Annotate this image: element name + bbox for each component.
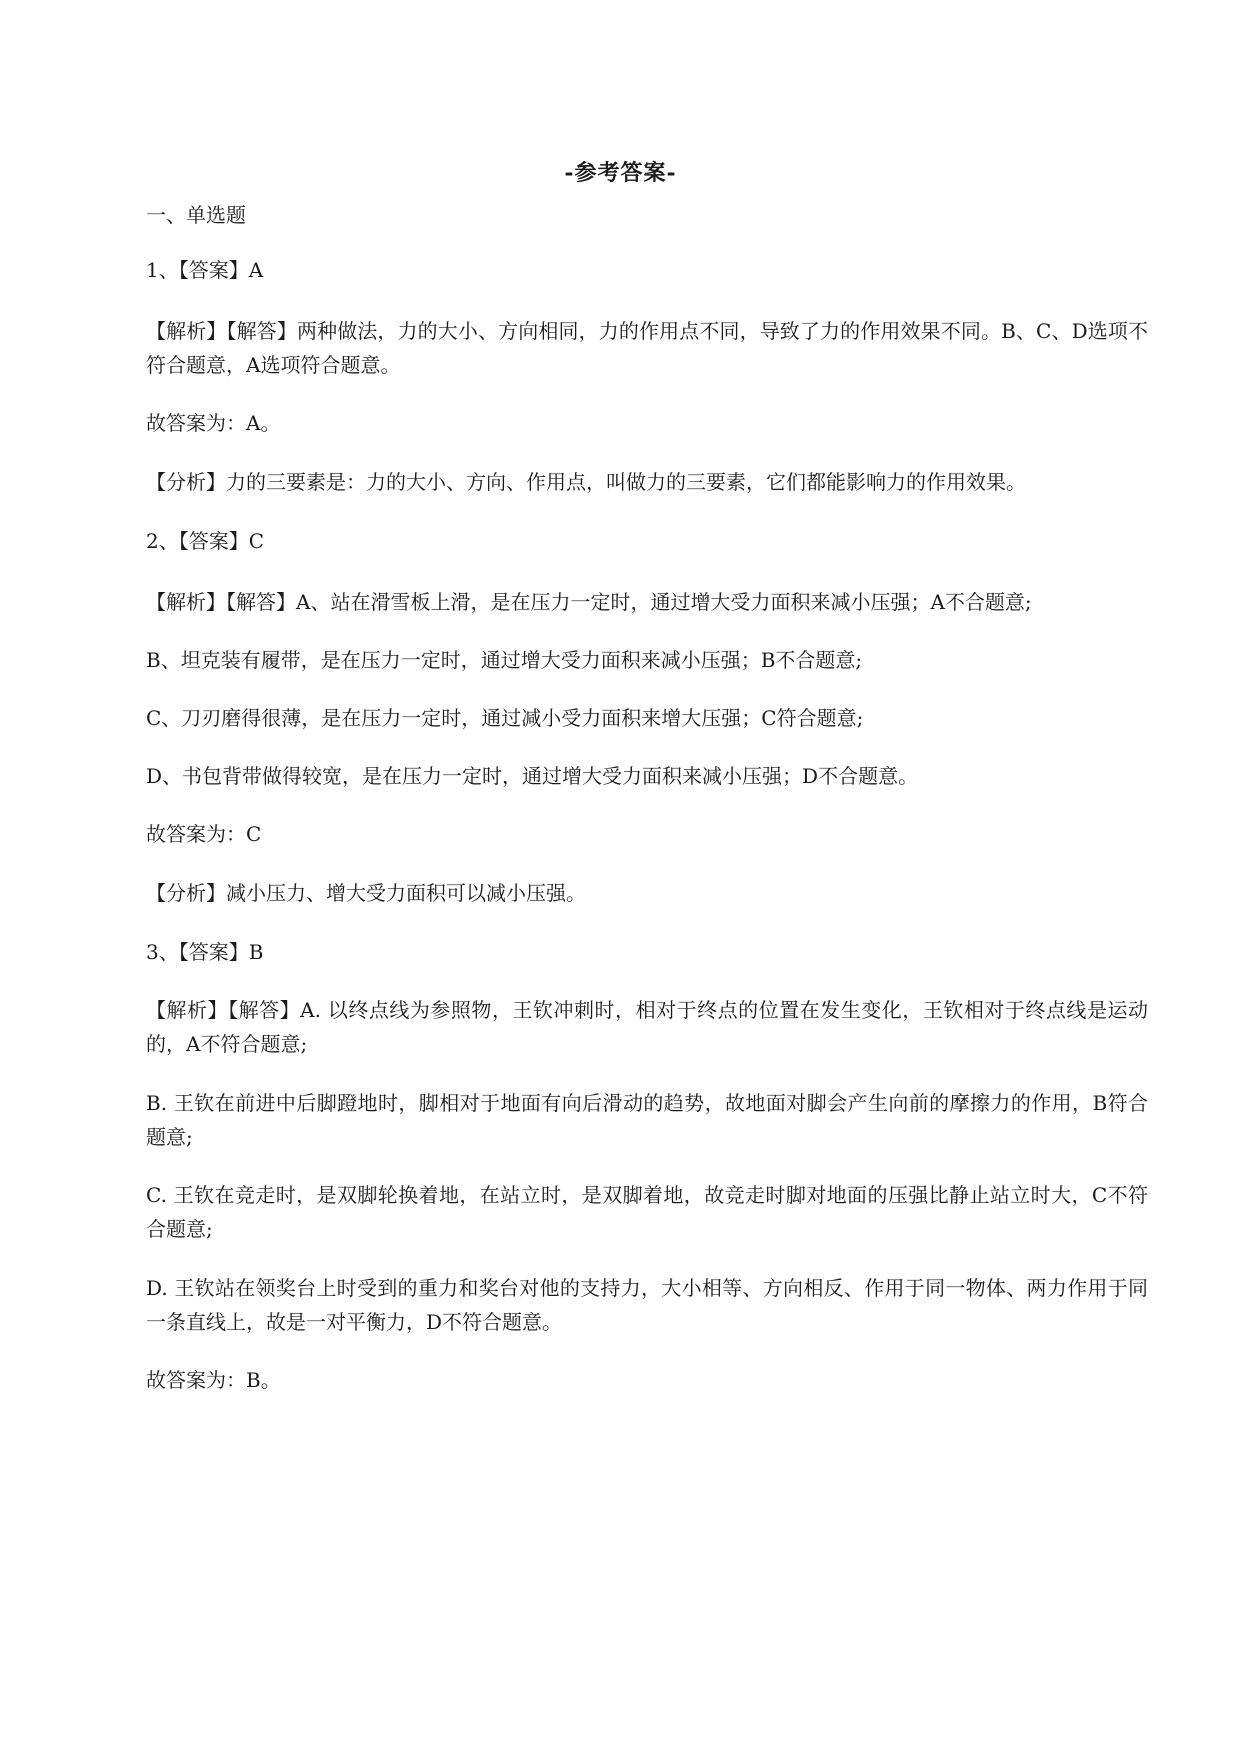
q1-conclusion: 故答案为：A。 (146, 411, 281, 435)
q2-analysis-c: C、刀刃磨得很薄，是在压力一定时，通过减小受力面积来增大压强；C符合题意; (146, 706, 864, 730)
q3-analysis-b: B. 王钦在前进中后脚蹬地时，脚相对于地面有向后滑动的趋势，故地面对脚会产生向前的摩擦力的作用，B符合题意; (146, 1091, 1148, 1149)
q3-analysis-c: C. 王钦在竞走时，是双脚轮换着地，在站立时，是双脚着地，故竞走时脚对地面的压强比静止站立时大，C不符合题意; (146, 1183, 1148, 1241)
section-heading: 一、单选题 (146, 203, 246, 227)
q3-analysis-a: 【解析】【解答】A. 以终点线为参照物，王钦冲刺时，相对于终点的位置在发生变化，王钦相对于终点线是运动的，A不符合题意; (146, 998, 1148, 1056)
q3-analysis-d: D. 王钦站在领奖台上时受到的重力和奖台对他的支持力，大小相等、方向相反、作用于同一物体、两力作用于同一条直线上，故是一对平衡力，D不符合题意。 (146, 1276, 1148, 1334)
q2-conclusion: 故答案为：C (146, 822, 262, 846)
q3-answer: 3、【答案】B (146, 940, 264, 964)
q2-comment: 【分析】减小压力、增大受力面积可以减小压强。 (146, 881, 586, 905)
q1-answer: 1、【答案】A (146, 258, 264, 282)
q2-analysis-d: D、书包背带做得较宽，是在压力一定时，通过增大受力面积来减小压强；D不合题意。 (146, 764, 919, 788)
q2-analysis-b: B、坦克装有履带，是在压力一定时，通过增大受力面积来减小压强；B不合题意; (146, 648, 863, 672)
q1-analysis: 【解析】【解答】两种做法，力的大小、方向相同，力的作用点不同，导致了力的作用效果不同。B、C、D选项不符合题意，A选项符合题意。 (146, 319, 1148, 377)
page-title: -参考答案- (564, 160, 677, 186)
q2-answer: 2、【答案】C (146, 529, 265, 553)
q2-analysis-a: 【解析】【解答】A、站在滑雪板上滑，是在压力一定时，通过增大受力面积来减小压强；A不合题意; (146, 590, 1032, 614)
q1-comment: 【分析】力的三要素是：力的大小、方向、作用点，叫做力的三要素，它们都能影响力的作用效果。 (146, 470, 1026, 494)
q3-conclusion: 故答案为：B。 (146, 1368, 281, 1392)
